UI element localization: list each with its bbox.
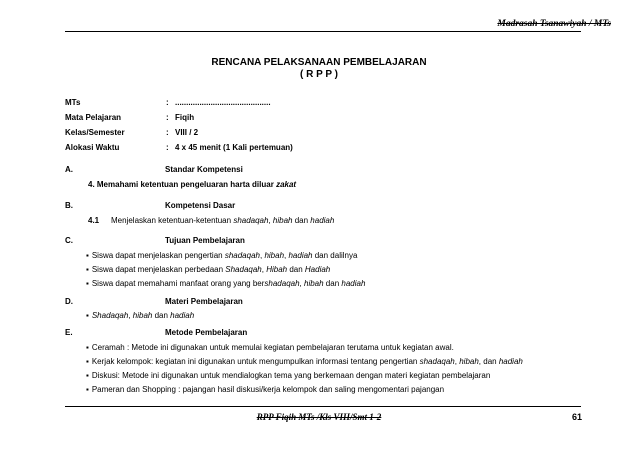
info-colon: : bbox=[166, 113, 169, 122]
section-d-letter: D. bbox=[65, 297, 73, 306]
method-item: ▪ Kerjak kelompok: kegiatan ini digunakan untuk mengumpulkan informasi tentang pengertian shadaqah, hibah, dan hadiah bbox=[86, 357, 523, 366]
section-b-number: 4.1 bbox=[88, 216, 100, 225]
document-subtitle: ( R P P ) bbox=[300, 69, 338, 80]
section-c-title: Tujuan Pembelajaran bbox=[165, 236, 245, 245]
method-item: ▪ Diskusi: Metode ini digunakan untuk mendialogkan tema yang berkemaan dengan materi kegiatan pembelajaran bbox=[86, 371, 490, 380]
section-a-title: Standar Kompetensi bbox=[165, 165, 243, 174]
section-c-letter: C. bbox=[65, 236, 73, 245]
section-e-title: Metode Pembelajaran bbox=[165, 328, 248, 337]
info-label-subject: Mata Pelajaran bbox=[65, 113, 122, 122]
header-rule bbox=[65, 31, 581, 32]
section-b-item: Menjelaskan ketentuan-ketentuan shadaqah, hibah dan hadiah bbox=[111, 216, 335, 225]
info-colon: : bbox=[166, 143, 169, 152]
section-d-title: Materi Pembelajaran bbox=[165, 297, 243, 306]
section-b-letter: B. bbox=[65, 201, 73, 210]
section-a-letter: A. bbox=[65, 165, 73, 174]
info-value-time: 4 x 45 menit (1 Kali pertemuan) bbox=[175, 143, 293, 152]
info-label-time: Alokasi Waktu bbox=[65, 143, 120, 152]
section-b-title: Kompetensi Dasar bbox=[165, 201, 236, 210]
section-e-letter: E. bbox=[65, 328, 73, 337]
method-item: ▪ Ceramah : Metode ini digunakan untuk memulai kegiatan pembelajaran terutama untuk kegiatan awal. bbox=[86, 343, 454, 352]
objective-item: ▪ Siswa dapat memahami manfaat orang yang bershadaqah, hibah dan hadiah bbox=[86, 279, 365, 288]
section-a-item: 4. Memahami ketentuan pengeluaran harta diluar zakat bbox=[88, 180, 297, 189]
footer-title: RPP Fiqih MTs /Kls VIII/Smt 1-2 bbox=[256, 412, 382, 422]
footer-rule bbox=[65, 406, 581, 407]
document-title: RENCANA PELAKSANAAN PEMBELAJARAN bbox=[211, 57, 427, 68]
header-title: Madrasah Tsanawiyah / MTs bbox=[497, 19, 611, 29]
info-label-mts: MTs bbox=[65, 98, 81, 107]
info-value-subject: Fiqih bbox=[175, 113, 195, 122]
info-colon: : bbox=[166, 98, 169, 107]
objective-item: ▪ Siswa dapat menjelaskan perbedaan Shadaqah, Hibah dan Hadiah bbox=[86, 265, 330, 274]
info-value-mts: ........................................... bbox=[175, 98, 271, 107]
info-value-class: VIII / 2 bbox=[175, 128, 199, 137]
material-item: ▪ Shadaqah, hibah dan hadiah bbox=[86, 311, 194, 320]
objective-item: ▪ Siswa dapat menjelaskan pengertian shadaqah, hibah, hadiah dan dalilnya bbox=[86, 251, 357, 260]
info-colon: : bbox=[166, 128, 169, 137]
method-item: ▪ Pameran dan Shopping : pajangan hasil diskusi/kerja kelompok dan saling mengomentari pajangan bbox=[86, 385, 444, 394]
page-number: 61 bbox=[571, 412, 582, 422]
info-label-class: Kelas/Semester bbox=[65, 128, 125, 137]
